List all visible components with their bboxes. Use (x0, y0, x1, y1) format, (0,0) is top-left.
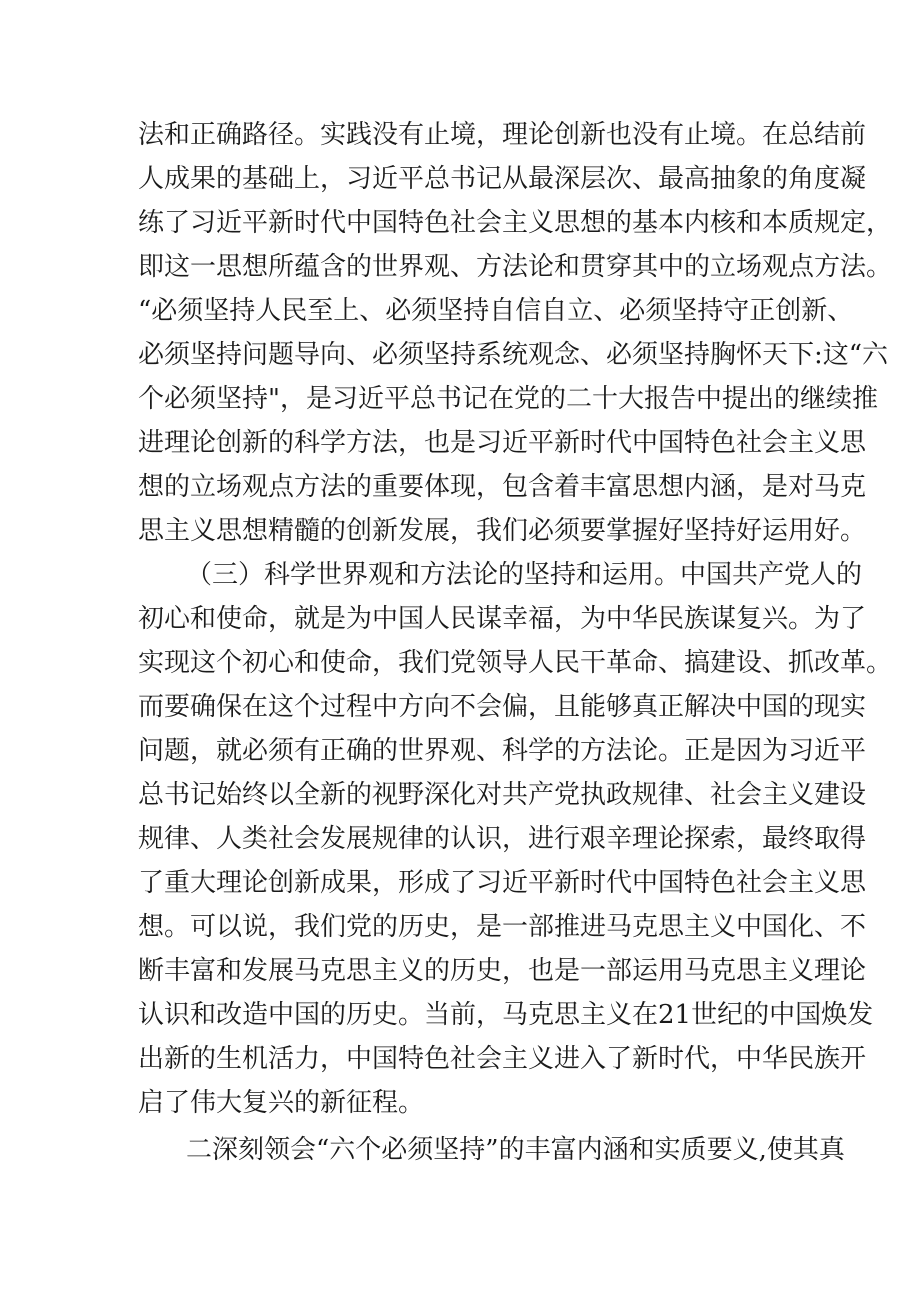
section-heading: 二深刻领会“六个必须坚持”的丰富内涵和实质要义,使其真 (186, 1135, 845, 1165)
paragraph-1-line-10: 思主义思想精髓的创新发展，我们必须要掌握好坚持好运用好。 (138, 516, 867, 546)
paragraph-1-line-3: 练了习近平新时代中国特色社会主义思想的基本内核和本质规定， (138, 208, 893, 238)
paragraph-1-line-9: 想的立场观点方法的重要体现，包含着丰富思想内涵，是对马克 (138, 472, 867, 502)
paragraph-2-line-12: 出新的生机活力，中国特色社会主义进入了新时代，中华民族开 (138, 1044, 867, 1074)
paragraph-1-line-7: 个必须坚持"，是习近平总书记在党的二十大报告中提出的继续推 (138, 384, 878, 414)
paragraph-2-line-11: 认识和改造中国的历史。当前，马克思主义在21世纪的中国焕发 (138, 1000, 874, 1030)
paragraph-2-line-2: 初心和使命，就是为中国人民谋幸福，为中华民族谋复兴。为了 (138, 604, 867, 634)
paragraph-1-line-8: 进理论创新的科学方法，也是习近平新时代中国特色社会主义思 (138, 428, 867, 458)
paragraph-2-line-7: 规律、人类社会发展规律的认识，进行艰辛理论探索，最终取得 (138, 824, 867, 854)
paragraph-2-line-10: 断丰富和发展马克思主义的历史，也是一部运用马克思主义理论 (138, 956, 867, 986)
paragraph-1-line-6: 必须坚持问题导向、必须坚持系统观念、必须坚持胸怀天下:这“六 (138, 340, 889, 370)
paragraph-2-line-4: 而要确保在这个过程中方向不会偏，且能够真正解决中国的现实 (138, 692, 867, 722)
paragraph-2-line-3: 实现这个初心和使命，我们党领导人民干革命、搞建设、抓改革。 (138, 648, 893, 678)
paragraph-2-line-8: 了重大理论创新成果，形成了习近平新时代中国特色社会主义思 (138, 868, 867, 898)
paragraph-1-line-5: “必须坚持人民至上、必须坚持自信自立、必须坚持守正创新、 (138, 296, 854, 326)
paragraph-2-line-6: 总书记始终以全新的视野深化对共产党执政规律、社会主义建设 (138, 780, 867, 810)
paragraph-2-line-1: （三）科学世界观和方法论的坚持和运用。中国共产党人的 (186, 560, 863, 590)
paragraph-1-line-2: 人成果的基础上，习近平总书记从最深层次、最高抽象的角度凝 (138, 164, 867, 194)
paragraph-2-line-13: 启了伟大复兴的新征程。 (138, 1088, 425, 1118)
paragraph-1-line-4: 即这一思想所蕴含的世界观、方法论和贯穿其中的立场观点方法。 (138, 252, 893, 282)
paragraph-1-line-1: 法和正确路径。实践没有止境，理论创新也没有止境。在总结前 (138, 120, 867, 150)
paragraph-2-line-5: 问题，就必须有正确的世界观、科学的方法论。正是因为习近平 (138, 736, 867, 766)
paragraph-2-line-9: 想。可以说，我们党的历史，是一部推进马克思主义中国化、不 (138, 912, 867, 942)
